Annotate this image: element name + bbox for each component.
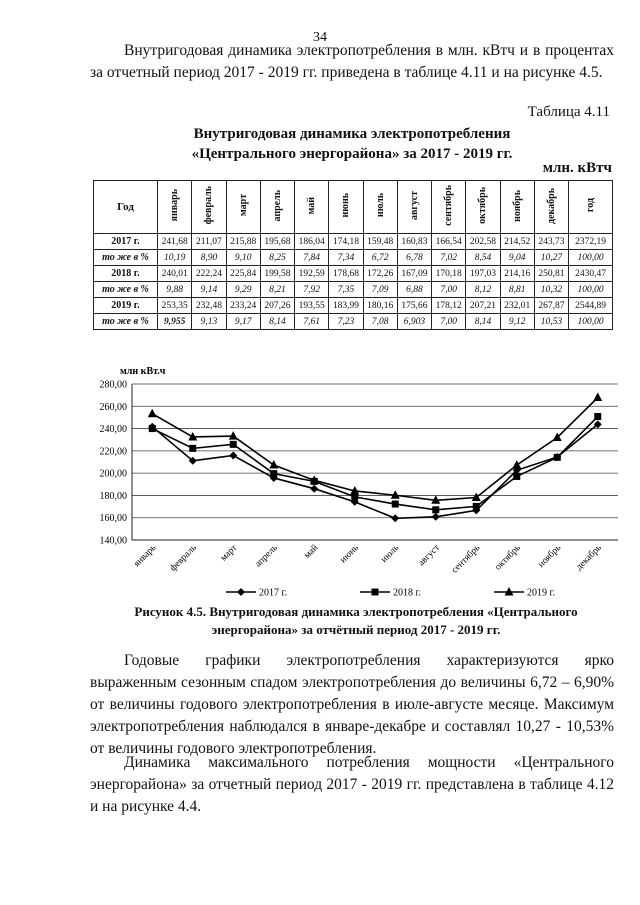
table-cell: 250,81 xyxy=(534,266,568,282)
data-point xyxy=(149,425,156,432)
table-cell: 8,90 xyxy=(192,250,226,266)
table-cell: 197,03 xyxy=(466,266,500,282)
table-cell: 8,12 xyxy=(466,282,500,298)
table-cell: 225,84 xyxy=(226,266,260,282)
table-row xyxy=(94,282,613,298)
table-cell: 7,00 xyxy=(432,282,466,298)
y-tick-label: 200,00 xyxy=(99,468,127,480)
table-header-row xyxy=(94,181,613,234)
table-cell: 253,35 xyxy=(158,298,192,314)
table-cell: 214,16 xyxy=(500,266,534,282)
header-month: июнь xyxy=(329,181,363,234)
data-point xyxy=(513,473,520,480)
table-row xyxy=(94,234,613,250)
table-cell: 180,16 xyxy=(363,298,397,314)
header-month: сентябрь xyxy=(432,181,466,234)
y-tick-label: 140,00 xyxy=(99,535,127,547)
data-point xyxy=(432,513,440,521)
table-cell: 6,72 xyxy=(363,250,397,266)
table-cell: 183,99 xyxy=(329,298,363,314)
table-cell: 195,68 xyxy=(260,234,294,250)
table-cell: 9,955 xyxy=(158,314,192,330)
y-tick-label: 220,00 xyxy=(99,446,127,458)
table-cell: 222,24 xyxy=(192,266,226,282)
header-month: ноябрь xyxy=(500,181,534,234)
legend-label: 2017 г. xyxy=(259,587,287,599)
table-cell: 199,58 xyxy=(260,266,294,282)
table-cell: 241,68 xyxy=(158,234,192,250)
table-cell: 178,68 xyxy=(329,266,363,282)
table-cell: 192,59 xyxy=(295,266,329,282)
header-month: январь xyxy=(158,181,192,234)
table-cell: 6,78 xyxy=(397,250,431,266)
legend-marker xyxy=(237,588,245,596)
table-cell: 8,14 xyxy=(466,314,500,330)
y-tick-label: 160,00 xyxy=(99,513,127,525)
table-cell: 186,04 xyxy=(295,234,329,250)
table-title-line1: Внутригодовая динамика электропотребления xyxy=(193,126,511,142)
x-tick-label: апрель xyxy=(253,543,280,570)
table-cell: 7,92 xyxy=(295,282,329,298)
table-cell: 167,09 xyxy=(397,266,431,282)
y-tick-label: 240,00 xyxy=(99,424,127,436)
table-cell: 233,24 xyxy=(226,298,260,314)
header-month: декабрь xyxy=(534,181,568,234)
table-title-line2: «Центрального энергорайона» за 2017 - 2019 гг. xyxy=(191,146,513,162)
consumption-line-chart xyxy=(70,360,630,600)
table-cell: 232,48 xyxy=(192,298,226,314)
data-point xyxy=(512,460,521,469)
page-number: 34 xyxy=(313,30,327,45)
table-cell: 160,83 xyxy=(397,234,431,250)
table-cell: 7,61 xyxy=(295,314,329,330)
data-point xyxy=(310,485,318,493)
table-cell: 8,81 xyxy=(500,282,534,298)
table-cell: 2372,19 xyxy=(569,234,613,250)
header-year-total: год xyxy=(569,181,613,234)
y-axis-label: млн кВт.ч xyxy=(120,366,166,377)
table-row xyxy=(94,314,613,330)
x-tick-label: декабрь xyxy=(574,543,604,573)
data-point xyxy=(270,470,277,477)
data-point xyxy=(148,409,157,418)
table-cell: 7,34 xyxy=(329,250,363,266)
table-cell: 267,87 xyxy=(534,298,568,314)
data-point xyxy=(432,506,439,513)
intro-paragraph: Внутригодовая динамика электропотребления в млн. кВтч и в процентах за отчетный период 2017 - 2019 гг. приведена в таблице 4.11 и на рисунке 4.5. xyxy=(90,42,614,81)
table-cell: 100,00 xyxy=(569,250,613,266)
y-tick-label: 260,00 xyxy=(99,401,127,413)
row-label: то же в % xyxy=(94,250,158,266)
table-cell: 9,14 xyxy=(192,282,226,298)
table-cell: 7,02 xyxy=(432,250,466,266)
table-cell: 7,09 xyxy=(363,282,397,298)
legend-marker xyxy=(372,589,379,596)
table-cell: 166,54 xyxy=(432,234,466,250)
consumption-table xyxy=(93,180,613,330)
data-point xyxy=(594,413,601,420)
x-tick-label: октябрь xyxy=(493,543,523,573)
table-cell: 175,66 xyxy=(397,298,431,314)
data-point xyxy=(473,503,480,510)
data-point xyxy=(392,501,399,508)
row-label: то же в % xyxy=(94,282,158,298)
table-cell: 178,12 xyxy=(432,298,466,314)
table-cell: 2544,89 xyxy=(569,298,613,314)
data-point xyxy=(593,393,602,402)
table-cell: 170,18 xyxy=(432,266,466,282)
header-month: февраль xyxy=(192,181,226,234)
table-unit: млн. кВтч xyxy=(542,160,612,176)
x-tick-label: март xyxy=(218,543,240,564)
data-point xyxy=(189,445,196,452)
header-month: март xyxy=(226,181,260,234)
table-cell: 6,88 xyxy=(397,282,431,298)
header-month: май xyxy=(295,181,329,234)
row-label: 2017 г. xyxy=(94,234,158,250)
table-cell: 10,27 xyxy=(534,250,568,266)
header-month: апрель xyxy=(260,181,294,234)
table-cell: 8,54 xyxy=(466,250,500,266)
dynamics-paragraph: Динамика максимального потребления мощности «Центрального энергорайона» за отчетный период 2017 - 2019 гг. представлена в таблице 4.12 и на рисунке 4.4. xyxy=(90,754,614,815)
y-tick-label: 180,00 xyxy=(99,490,127,502)
series-line xyxy=(152,424,598,518)
table-cell: 8,14 xyxy=(260,314,294,330)
table-caption: Таблица 4.11 xyxy=(527,104,610,120)
table-cell: 159,48 xyxy=(363,234,397,250)
table-cell: 10,53 xyxy=(534,314,568,330)
table-cell: 172,26 xyxy=(363,266,397,282)
table-cell: 243,73 xyxy=(534,234,568,250)
header-year: Год xyxy=(94,181,158,234)
table-row xyxy=(94,298,613,314)
figure-caption: Рисунок 4.5. Внутригодовая динамика электропотребления «Центрального энергорайона» за отчётный период 2017 - 2019 гг. xyxy=(134,604,578,637)
series-line xyxy=(152,398,598,501)
data-point xyxy=(229,431,238,440)
table-cell: 214,52 xyxy=(500,234,534,250)
table-cell: 202,58 xyxy=(466,234,500,250)
table-cell: 7,08 xyxy=(363,314,397,330)
data-point xyxy=(554,454,561,461)
annual-paragraph: Годовые графики электропотребления характеризуются ярко выраженным сезонным спадом электропотребления до величины 6,72 – 6,90% от величины годового электропотребления в июле-августе месяце. Максимум электропотребления наблюдался в январе-декабре и составлял 10,27 - 10,53% от величины годового электропотребления. xyxy=(90,652,614,757)
y-tick-label: 280,00 xyxy=(99,379,127,391)
data-point xyxy=(269,460,278,469)
table-cell: 2430,47 xyxy=(569,266,613,282)
table-cell: 100,00 xyxy=(569,282,613,298)
x-tick-label: январь xyxy=(132,543,159,570)
table-cell: 10,32 xyxy=(534,282,568,298)
header-month: июль xyxy=(363,181,397,234)
table-cell: 211,07 xyxy=(192,234,226,250)
row-label: то же в % xyxy=(94,314,158,330)
table-cell: 9,04 xyxy=(500,250,534,266)
table-title xyxy=(90,124,614,164)
x-tick-label: сентябрь xyxy=(449,543,483,576)
header-month: август xyxy=(397,181,431,234)
table-cell: 8,21 xyxy=(260,282,294,298)
table-cell: 193,55 xyxy=(295,298,329,314)
table-cell: 232,01 xyxy=(500,298,534,314)
data-point xyxy=(229,451,237,459)
table-cell: 7,84 xyxy=(295,250,329,266)
table-cell: 8,25 xyxy=(260,250,294,266)
data-point xyxy=(472,493,481,502)
table-cell: 7,00 xyxy=(432,314,466,330)
x-tick-label: июнь xyxy=(338,543,361,566)
legend-label: 2018 г. xyxy=(393,587,421,599)
table-cell: 240,01 xyxy=(158,266,192,282)
row-label: 2018 г. xyxy=(94,266,158,282)
table-row xyxy=(94,250,613,266)
table-cell: 7,23 xyxy=(329,314,363,330)
table-cell: 215,88 xyxy=(226,234,260,250)
table-cell: 100,00 xyxy=(569,314,613,330)
table-cell: 6,903 xyxy=(397,314,431,330)
data-point xyxy=(391,514,399,522)
table-cell: 7,35 xyxy=(329,282,363,298)
table-cell: 174,18 xyxy=(329,234,363,250)
table-cell: 9,88 xyxy=(158,282,192,298)
row-label: 2019 г. xyxy=(94,298,158,314)
header-month: октябрь xyxy=(466,181,500,234)
legend-label: 2019 г. xyxy=(527,587,555,599)
table-cell: 9,12 xyxy=(500,314,534,330)
x-tick-label: май xyxy=(302,543,321,561)
x-tick-label: февраль xyxy=(168,543,199,574)
x-tick-label: ноябрь xyxy=(536,543,564,570)
table-row xyxy=(94,266,613,282)
table-cell: 207,26 xyxy=(260,298,294,314)
x-tick-label: август xyxy=(416,543,442,569)
table-cell: 9,13 xyxy=(192,314,226,330)
table-cell: 10,19 xyxy=(158,250,192,266)
table-cell: 9,17 xyxy=(226,314,260,330)
table-cell: 9,10 xyxy=(226,250,260,266)
table-cell: 207,21 xyxy=(466,298,500,314)
x-tick-label: июль xyxy=(379,543,402,565)
data-point xyxy=(230,441,237,448)
table-cell: 9,29 xyxy=(226,282,260,298)
